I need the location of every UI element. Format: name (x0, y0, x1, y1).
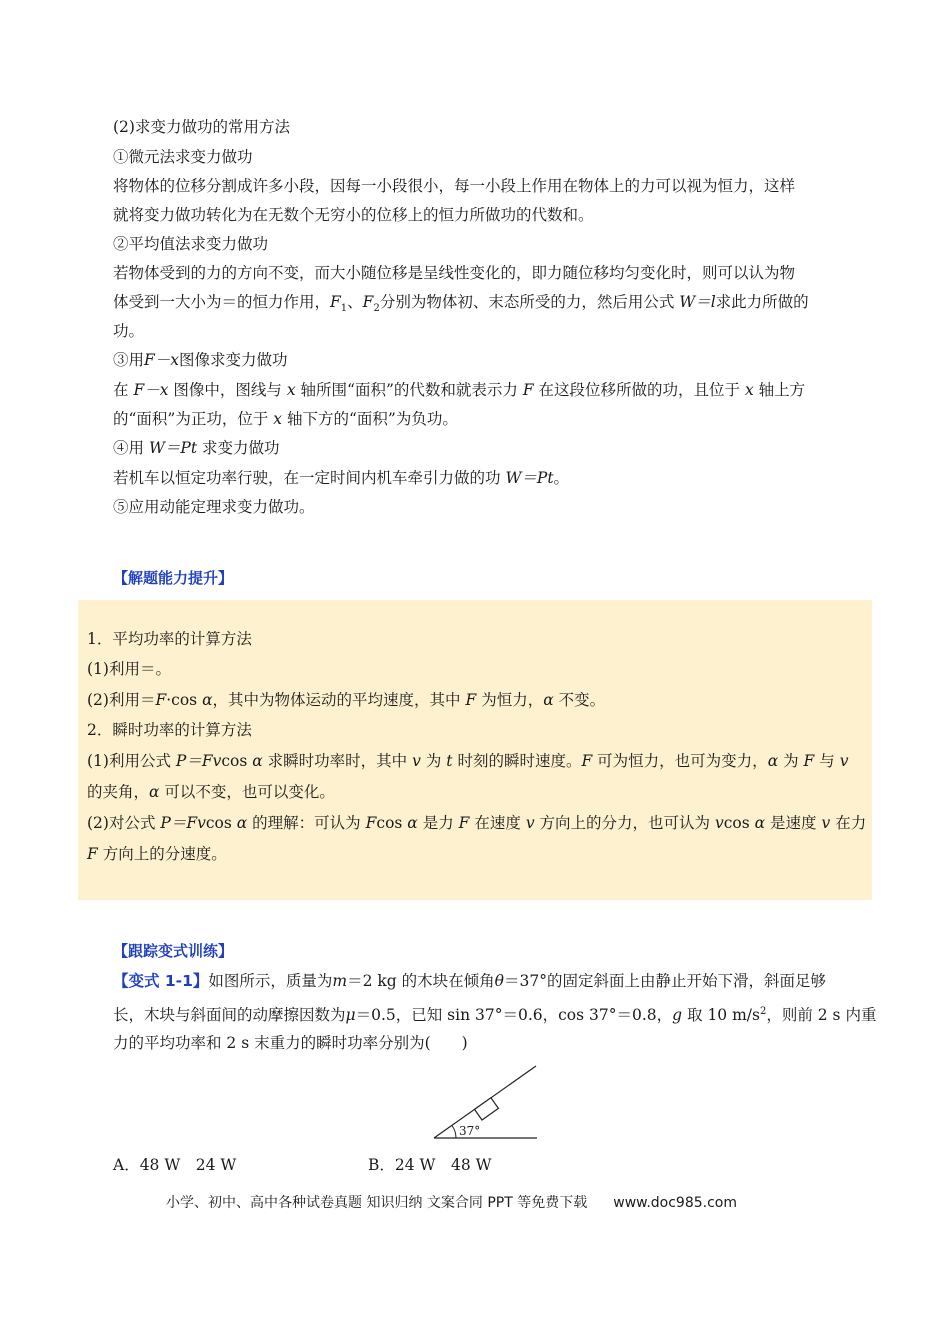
option-b: B．24 W 48 W (368, 1156, 492, 1174)
question-line2: 长，木块与斜面间的动摩擦因数为μ＝0.5，已知 sin 37°＝0.6，cos 37°＝0.8，g 取 10 $m/s^2$，则前 2 s 内重 (113, 1006, 877, 1025)
ability-point1-item2: (2)利用＝F·cos α，其中为物体运动的平均速度，其中 F 为恒力，α 不变。 (87, 691, 606, 709)
ability-point2-item2-line1: (2)对公式 P＝Fvcos α 的理解：可认为 Fcos α 是力 F 在速度 v 方向上的分力，也可认为 vcos α 是速度 v 在力 (87, 814, 867, 832)
ability-box (78, 600, 872, 900)
method3-text-line2: 的“面积”为正功，位于 x 轴下方的“面积”为负功。 (113, 410, 458, 428)
training-heading: 【跟踪变式训练】 (113, 942, 234, 960)
angle-arc (452, 1126, 456, 1139)
method2-title: ②平均值法求变力做功 (113, 235, 269, 253)
option-a: A．48 W 24 W (113, 1156, 237, 1174)
sec2-heading: (2)求变力做功的常用方法 (113, 118, 290, 136)
footer-url[interactable]: www.doc985.com (613, 1195, 737, 1211)
question-line3: 力的平均功率和 2 s 末重力的瞬时功率分别为( ) (113, 1034, 468, 1052)
incline-diagram (430, 1062, 542, 1142)
method1-text-line2: 就将变力做功转化为在无数个无穷小的位移上的恒力所做功的代数和。 (113, 206, 594, 224)
ability-point1-item1: (1)利用＝。 (87, 660, 171, 678)
question-line1: 【变式 1-1】如图所示，质量为m＝2 kg 的木块在倾角θ＝37°的固定斜面上由静止开始下滑，斜面足够 (113, 972, 826, 990)
ability-point2-item2-line2: F 方向上的分速度。 (87, 845, 227, 863)
page-footer (166, 1192, 737, 1212)
variant-label: 【变式 1-1】 (113, 972, 209, 990)
method2-text-line2: 体受到一大小为＝的恒力作用，$F_1$、$F_2$分别为物体初、末态所受的力，然后用公式 W＝l求此力所做的 (113, 293, 809, 315)
method3-text-line1: 在 F－x 图像中，图线与 x 轴所围“面积”的代数和就表示力 F 在这段位移所做的功，且位于 x 轴上方 (113, 381, 806, 399)
method2-text-line3: 功。 (113, 322, 145, 340)
block-icon (475, 1098, 499, 1120)
ability-point2-item1-line2: 的夹角，α 可以不变，也可以变化。 (87, 783, 335, 801)
ability-point2-item1-line1: (1)利用公式 P＝Fvcos α 求瞬时功率时，其中 v 为 t 时刻的瞬时速度。F 可为恒力，也可为变力，α 为 F 与 v (87, 752, 849, 770)
ability-heading: 【解题能力提升】 (113, 569, 234, 587)
method4-text-line1: 若机车以恒定功率行驶，在一定时间内机车牵引力做的功 W＝Pt。 (113, 469, 570, 487)
method1-text-line1: 将物体的位移分割成许多小段，因每一小段很小，每一小段上作用在物体上的力可以视为恒力，这样 (113, 177, 796, 195)
method1-title: ①微元法求变力做功 (113, 148, 253, 166)
method3-title: ③用F－x图像求变力做功 (113, 351, 288, 369)
angle-label: 37° (459, 1124, 481, 1138)
ability-point2-title: 2．瞬时功率的计算方法 (87, 721, 252, 739)
method4-title: ④用 W＝Pt 求变力做功 (113, 439, 280, 457)
method5-title: ⑤应用动能定理求变力做功。 (113, 498, 315, 516)
ability-point1-title: 1．平均功率的计算方法 (87, 630, 252, 648)
method2-text-line1: 若物体受到的力的方向不变，而大小随位移是呈线性变化的，即力随位移均匀变化时，则可以认为物 (113, 264, 796, 282)
footer-text: 小学、初中、高中各种试卷真题 知识归纳 文案合同 PPT 等免费下载 (166, 1195, 588, 1211)
